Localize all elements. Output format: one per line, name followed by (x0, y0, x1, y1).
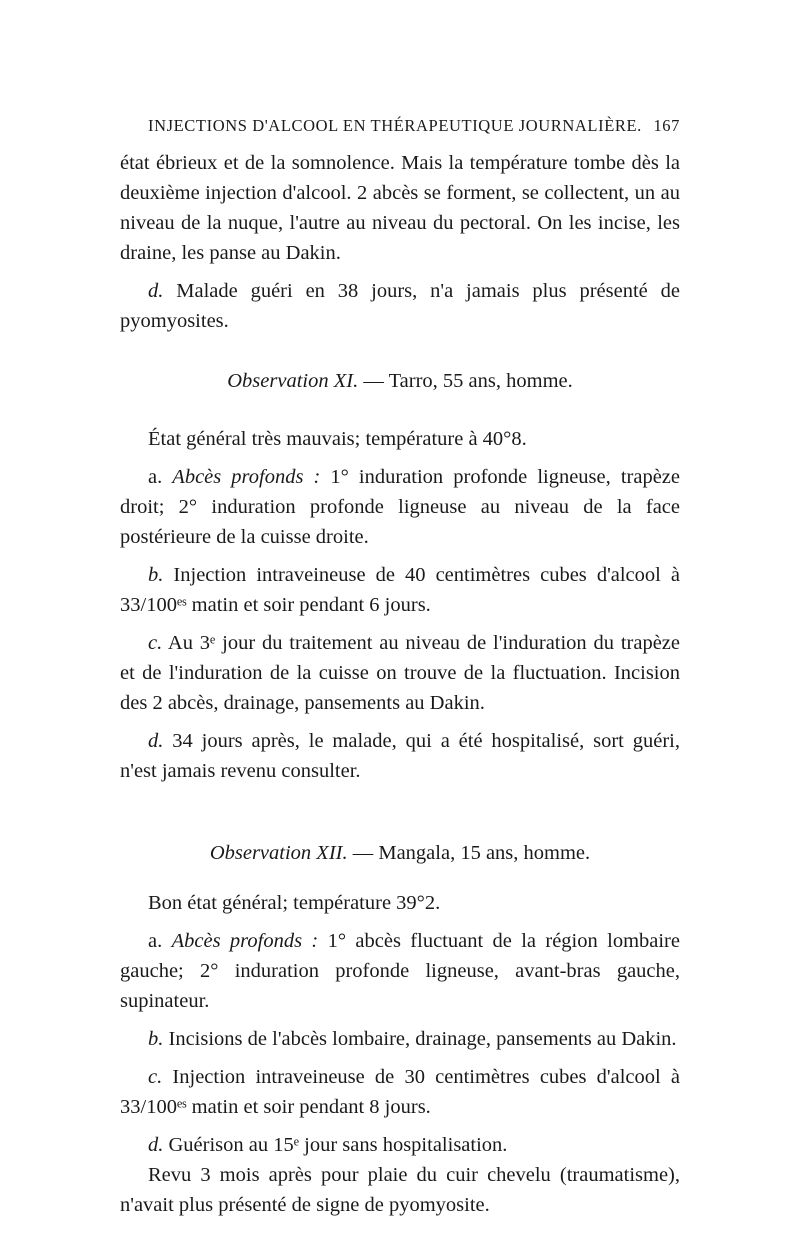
observation-12-item-d (120, 1130, 680, 1160)
observation-11-heading (120, 366, 680, 396)
item-text: Au 3ᵉ jour du traitement au niveau de l'induration du trapèze et de l'induration de la cuisse on trouve de la fluctuation. Incision des 2 abcès, drainage, pansements au Dakin. (120, 632, 680, 714)
item-label: b. (148, 1028, 164, 1050)
observation-12-heading (120, 838, 680, 868)
item-text: Injection intraveineuse de 40 centimètres cubes d'alcool à 33/100ᵉˢ matin et soir pendant 6 jours. (120, 564, 680, 616)
observation-12-general-state: Bon état général; température 39°2. (148, 892, 441, 914)
observation-subject: — Tarro, 55 ans, homme. (358, 370, 573, 392)
item-label: d. (148, 1134, 164, 1156)
observation-subject: — Mangala, 15 ans, homme. (347, 842, 591, 864)
item-heading: Abcès profonds : (172, 466, 321, 488)
item-label: d. (148, 730, 164, 752)
running-header (148, 116, 680, 136)
running-title: INJECTIONS D'ALCOOL EN THÉRAPEUTIQUE JOURNALIÈRE. (148, 116, 642, 135)
observation-12-item-c (120, 1062, 680, 1122)
paragraph-d-outcome (120, 276, 680, 336)
item-label: d. (148, 280, 164, 302)
observation-12-item-b (120, 1024, 680, 1054)
item-text: Injection intraveineuse de 30 centimètres cubes d'alcool à 33/100ᵉˢ matin et soir pendant 8 jours. (120, 1066, 680, 1118)
page-number: 167 (653, 116, 680, 135)
observation-11-item-d (120, 726, 680, 786)
item-label: c. (148, 632, 163, 654)
paragraph-continuation: état ébrieux et de la somnolence. Mais la température tombe dès la deuxième injection d'alcool. 2 abcès se forment, se collectent, un au niveau de la nuque, l'autre au niveau du pectoral. On les incise, les draine, les panse au Dakin. (120, 152, 680, 264)
item-label: a. (148, 930, 172, 952)
observation-12-follow-up: Revu 3 mois après pour plaie du cuir chevelu (traumatisme), n'avait plus présenté de signe de pyomyosite. (120, 1164, 680, 1216)
observation-label: Observation XI. (227, 370, 359, 392)
item-text: Incisions de l'abcès lombaire, drainage, pansements au Dakin. (163, 1028, 677, 1050)
item-text: 1° abcès fluctuant de la région lombaire gauche; 2° induration profonde ligneuse, avant-bras gauche, supinateur. (120, 930, 680, 1012)
observation-label: Observation XII. (209, 842, 348, 864)
item-label: c. (148, 1066, 163, 1088)
item-text: 34 jours après, le malade, qui a été hospitalisé, sort guéri, n'est jamais revenu consulter. (120, 730, 680, 782)
observation-11-item-c (120, 628, 680, 718)
item-label: b. (148, 564, 164, 586)
item-label: a. (148, 466, 173, 488)
item-heading: Abcès profonds : (171, 930, 319, 952)
observation-11-general-state: État général très mauvais; température à 40°8. (148, 428, 527, 450)
observation-12-item-a (120, 926, 680, 1016)
observation-11-item-a (120, 462, 680, 552)
page-body (120, 148, 680, 1220)
item-text: 1° induration profonde ligneuse, trapèze droit; 2° induration profonde ligneuse au niveau de la face postérieure de la cuisse droite. (120, 466, 680, 548)
item-text: Guérison au 15ᵉ jour sans hospitalisation. (163, 1134, 508, 1156)
observation-11-item-b (120, 560, 680, 620)
item-text: Malade guéri en 38 jours, n'a jamais plus présenté de pyomyosites. (120, 280, 680, 332)
